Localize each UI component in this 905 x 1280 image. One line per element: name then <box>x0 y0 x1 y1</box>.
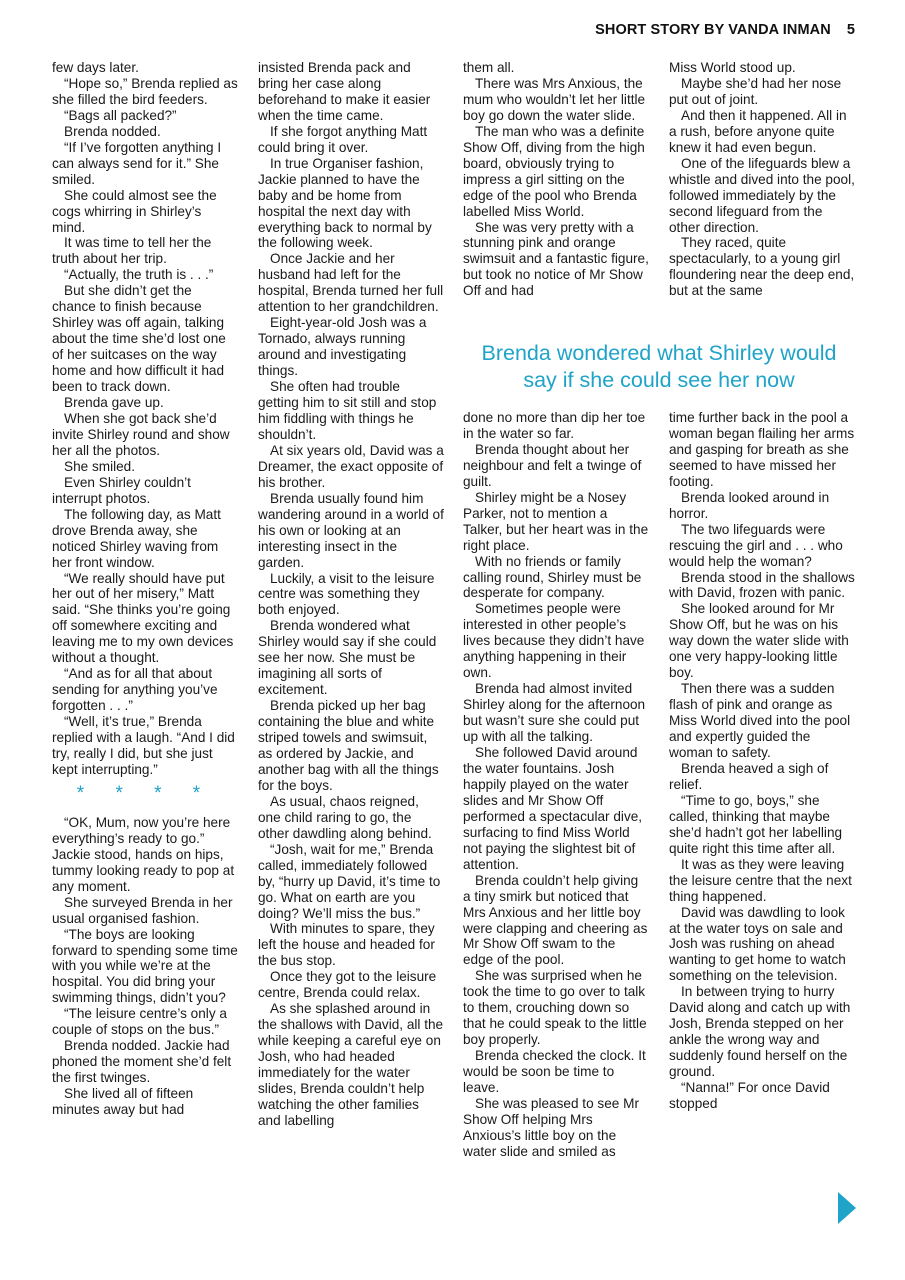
paragraph: done no more than dip her toe in the water so far. <box>463 410 646 441</box>
paragraph: Eight-year-old Josh was a Tornado, always running around and investigating things. <box>258 315 427 379</box>
paragraph: If she forgot anything Matt could bring it over. <box>258 123 428 155</box>
continue-arrow-icon <box>838 1192 856 1224</box>
paragraph: “The boys are looking forward to spending some time with you while we’re at the hospital. You did bring your swimming things, didn’t you? <box>52 926 238 1006</box>
paragraph: few days later. <box>52 60 139 75</box>
paragraph: And then it happened. All in a rush, before anyone quite knew it had even begun. <box>669 107 847 155</box>
paragraph: The man who was a definite Show Off, diving from the high board, obviously trying to impress a girl sitting on the edge of the pool who Brenda labelled Miss World. <box>463 123 645 219</box>
paragraph: One of the lifeguards blew a whistle and dived into the pool, followed immediately by the second lifeguard from the other direction. <box>669 155 855 235</box>
paragraph: In between trying to hurry David along and catch up with Josh, Brenda stepped on her ankle the wrong way and suddenly found herself on the ground. <box>669 984 851 1080</box>
paragraph: At six years old, David was a Dreamer, the exact opposite of his brother. <box>258 442 444 490</box>
paragraph: “Nanna!” For once David stopped <box>669 1080 830 1111</box>
paragraph: Brenda checked the clock. It would be soon be time to leave. <box>463 1048 646 1096</box>
paragraph: She followed David around the water fountains. Josh happily played on the water slides and Mr Show Off performed a spectacular dive, surfacing to find Miss World not paying the slightest bit of attention. <box>463 745 643 872</box>
paragraph: “OK, Mum, now you’re here everything’s ready to go.” Jackie stood, hands on hips, tummy looking ready to pop at any moment. <box>52 814 235 894</box>
paragraph: Brenda heaved a sigh of relief. <box>669 760 829 792</box>
paragraph: Sometimes people were interested in other people’s lives because they didn’t have anything happening in their own. <box>463 601 645 681</box>
paragraph: She lived all of fifteen minutes away but had <box>52 1086 194 1118</box>
page-header <box>595 22 855 38</box>
paragraph: She often had trouble getting him to sit still and stop him fiddling with things he shouldn’t. <box>258 379 437 442</box>
paragraph: They raced, quite spectacularly, to a young girl floundering near the deep end, but at the same <box>669 235 855 299</box>
paragraph: “We really should have put her out of her misery,” Matt said. “She thinks you’re going off somewhere exciting and leaving me to my own devices without a thought. <box>52 570 234 666</box>
paragraph: insisted Brenda pack and bring her case along beforehand to make it easier when the time came. <box>258 60 431 123</box>
paragraph: Luckily, a visit to the leisure centre was something they both enjoyed. <box>258 570 435 618</box>
paragraph: Brenda couldn’t help giving a tiny smirk but noticed that Mrs Anxious and her little boy were clapping and cheering as Mr Show Off swam to the edge of the pool. <box>463 872 648 968</box>
paragraph: The following day, as Matt drove Brenda away, she noticed Shirley waving from her front window. <box>52 506 221 570</box>
paragraph: As usual, chaos reigned, one child raring to go, the other dawdling along behind. <box>258 793 432 841</box>
paragraph: In true Organiser fashion, Jackie planned to have the baby and be home from hospital the next day with everything back to normal by the following week. <box>258 155 432 251</box>
paragraph: Brenda nodded. Jackie had phoned the moment she’d felt the first twinges. <box>52 1038 232 1086</box>
paragraph: Maybe she’d had her nose put out of joint. <box>669 75 842 107</box>
paragraph: Then there was a sudden flash of pink and orange as Miss World dived into the pool and expertly guided the woman to safety. <box>669 681 851 761</box>
paragraph: She was pleased to see Mr Show Off helping Mrs Anxious’s little boy on the water slide and smiled as <box>463 1095 639 1159</box>
pull-quote: Brenda wondered what Shirley would say if she could see her now <box>481 341 837 392</box>
paragraph: She could almost see the cogs whirring in Shirley’s mind. <box>52 187 217 235</box>
paragraph: There was Mrs Anxious, the mum who wouldn’t let her little boy go down the water slide. <box>463 75 646 123</box>
paragraph: As she splashed around in the shallows with David, all the while keeping a careful eye on Josh, who had headed immediately for the water slides, Brenda couldn’t help watching the other families and labelling <box>258 1001 444 1128</box>
paragraph: But she didn’t get the chance to finish because Shirley was off again, talking about the time she’d lost one of her suitcases on the way home and how difficult it had been to track down. <box>52 283 226 395</box>
paragraph: Once they got to the leisure centre, Brenda could relax. <box>258 969 437 1001</box>
paragraph: “Time to go, boys,” she called, thinking that maybe she’d hadn’t got her labelling quite right this time after all. <box>669 792 843 856</box>
paragraph: She smiled. <box>64 458 136 474</box>
paragraph: “Actually, the truth is . . .” <box>64 267 214 283</box>
text-column-3-bottom <box>463 410 649 1160</box>
paragraph: Shirley might be a Nosey Parker, not to mention a Talker, but her heart was in the right place. <box>463 489 649 553</box>
paragraph: The two lifeguards were rescuing the girl and . . . who would help the woman? <box>669 521 843 569</box>
page-number: 5 <box>846 22 855 38</box>
paragraph: Brenda usually found him wandering around in a world of his own or looking at an interesting insect in the garden. <box>258 490 444 570</box>
paragraph: Even Shirley couldn’t interrupt photos. <box>52 474 191 506</box>
paragraph: Once Jackie and her husband had left for the hospital, Brenda turned her full attention to her grandchildren. <box>258 251 444 315</box>
paragraph: It was time to tell her the truth about her trip. <box>52 235 212 267</box>
paragraph: them all. <box>463 60 515 75</box>
paragraph: time further back in the pool a woman began flailing her arms and gasping for breath as she seemed to have missed her footing. <box>669 410 855 489</box>
paragraph: When she got back she’d invite Shirley round and show her all the photos. <box>52 410 230 458</box>
paragraph: “Bags all packed?” <box>64 107 177 123</box>
paragraph: She surveyed Brenda in her usual organised fashion. <box>52 894 233 926</box>
story-title: SHORT STORY BY VANDA INMAN <box>595 22 831 38</box>
paragraph: She was surprised when he took the time to go over to talk to them, crouching down so that he could speak to the little boy properly. <box>463 968 647 1048</box>
paragraph: Brenda wondered what Shirley would say if she could see her now. She must be imagining all sorts of excitement. <box>258 618 437 698</box>
paragraph: Brenda nodded. <box>64 123 161 139</box>
paragraph: Brenda stood in the shallows with David, frozen with panic. <box>669 569 855 601</box>
paragraph: She was very pretty with a stunning pink and orange swimsuit and a fantastic figure, but took no notice of Mr Show Off and had <box>463 219 649 299</box>
paragraph: “Hope so,” Brenda replied as she filled the bird feeders. <box>52 75 238 107</box>
text-column-4-bottom <box>669 410 855 1112</box>
paragraph: “And as for all that about sending for anything you’ve forgotten . . .” <box>52 666 218 714</box>
paragraph: Brenda gave up. <box>64 395 164 411</box>
paragraph: Brenda picked up her bag containing the blue and white striped towels and swimsuit, as ordered by Jackie, and another bag with all the things for the boys. <box>258 698 439 793</box>
paragraph: She looked around for Mr Show Off, but he was on his way down the water slide with one very happy-looking little boy. <box>669 601 849 681</box>
text-column-3-top <box>463 60 649 299</box>
text-column-1 <box>52 60 238 1118</box>
paragraph: “Well, it’s true,” Brenda replied with a laugh. “And I did try, really I did, but she just kept interrupting.” <box>52 714 235 777</box>
paragraph: With minutes to spare, they left the house and headed for the bus stop. <box>258 921 435 969</box>
paragraph: “If I’ve forgotten anything I can always send for it.” She smiled. <box>52 139 222 187</box>
paragraph: “The leisure centre’s only a couple of stops on the bus.” <box>52 1006 227 1038</box>
paragraph: Brenda thought about her neighbour and felt a twinge of guilt. <box>463 441 642 489</box>
paragraph: David was dawdling to look at the water toys on sale and Josh was rushing on ahead wanting to get home to watch something on the television. <box>669 904 846 984</box>
paragraph: With no friends or family calling round, Shirley must be desperate for company. <box>463 553 642 601</box>
paragraph: Brenda looked around in horror. <box>669 489 830 521</box>
paragraph: “Josh, wait for me,” Brenda called, immediately followed by, “hurry up David, it’s time to go. What on earth are you doing? We’ll miss the bus.” <box>258 841 441 921</box>
paragraph: It was as they were leaving the leisure centre that the next thing happened. <box>669 856 852 904</box>
text-column-4-top <box>669 60 855 299</box>
paragraph: Brenda had almost invited Shirley along for the afternoon but wasn’t sure she could put up with all the talking. <box>463 681 646 745</box>
section-separator: * * * * <box>76 782 214 804</box>
paragraph: Miss World stood up. <box>669 60 796 75</box>
text-column-2 <box>258 60 444 1129</box>
